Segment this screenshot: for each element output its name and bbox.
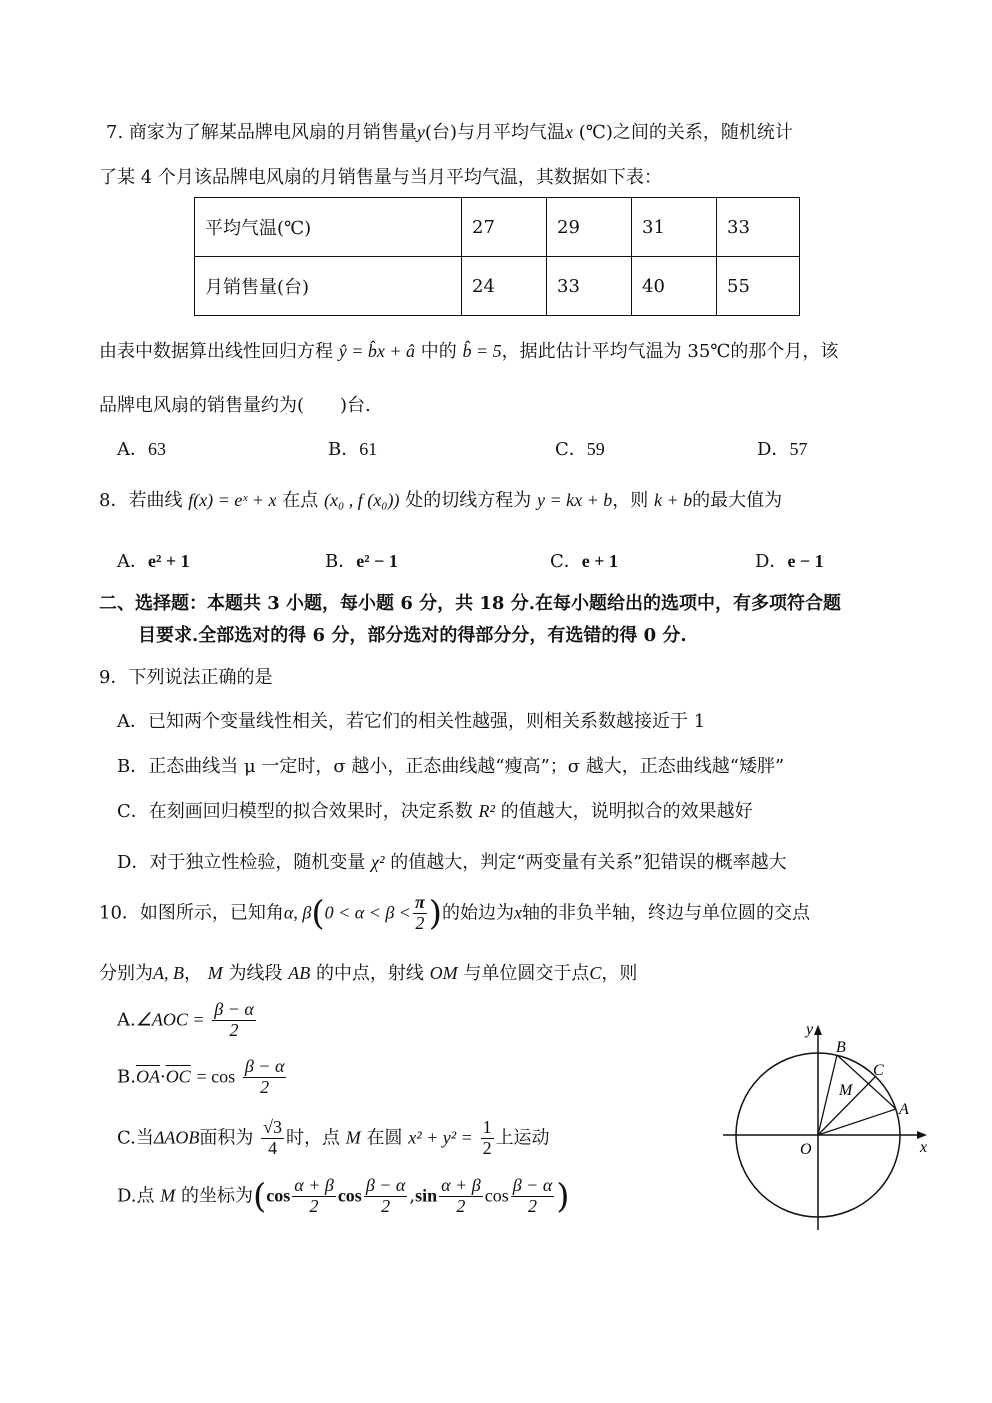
x-axis-arrow [917,1131,927,1139]
q10-option-c: C.当ΔAOB面积为 $\frac{√3}{4}$ 时，点 M 在圆 x² + y² = $\frac{1}{2}$ 上运动 [117,1117,550,1158]
q7-option-a: A．63 [117,439,166,460]
table-cell: 55 [717,257,800,316]
q10-stem-line1: 10．如图所示，已知角α, β(0 < α < β < $\frac{\pi}{2}$ )的始边为x轴的非负半轴，终边与单位圆的交点 [99,892,811,934]
q7-number: 7. [106,122,124,143]
q7-data-table [194,197,800,316]
q8-tangent: y = kx + b [536,490,613,510]
table-cell: 27 [462,198,547,257]
section2-heading-line1: 二、选择题：本题共 3 小题，每小题 6 分，共 18 分.在每小题给出的选项中，有多项符合题 [99,593,841,614]
q10-stem-line2: 分别为A, B， M 为线段 AB 的中点，射线 OM 与单位圆交于点C，则 [99,963,638,984]
q9-option-c: C．在刻画回归模型的拟合效果时，决定系数 R² 的值越大，说明拟合的效果越好 [117,801,753,822]
q10-option-a: A.∠AOC = $\frac{\beta - \alpha}{2}$ [117,999,254,1040]
label-a: A [899,1101,909,1118]
table-cell: 24 [462,257,547,316]
q9-option-a: A．已知两个变量线性相关，若它们的相关性越强，则相关系数越接近于 1 [117,711,706,732]
y-axis-arrow [814,1025,822,1035]
q8-expression: k + b [653,490,693,510]
vector-oa: $\overline{OA}$ [135,1066,160,1087]
label-y: y [806,1021,814,1038]
q8-stem: 8．若曲线 f(x) = eˣ + x 在点 (x₀ , f (x₀)) 处的切线方程为 y = kx + b，则 k + b的最大值为 [99,490,783,511]
table-cell: 33 [547,257,632,316]
table-cell: 40 [632,257,717,316]
label-m: M [839,1082,853,1099]
table-cell: 平均气温(℃) [195,198,462,257]
regression-equation: ŷ = b̂x + â [338,341,416,361]
table-cell: 31 [632,198,717,257]
unit-circle-figure [715,1015,945,1240]
q9-stem: 9．下列说法正确的是 [99,667,273,688]
q7-stem-line3: 由表中数据算出线性回归方程 ŷ = b̂x + â 中的 b̂ = 5，据此估计平均气温为 35℃的那个月，该 [99,341,839,362]
vector-oc: $\overline{OC}$ [165,1066,191,1087]
q8-option-c: C．e + 1 [550,551,619,572]
q9-option-d: D．对于独立性检验，随机变量 χ² 的值越大，判定“两变量有关系”犯错误的概率越大 [117,852,787,873]
label-b: B [836,1039,846,1056]
table-cell: 29 [547,198,632,257]
q10-option-d: D.点 M 的坐标为(cos $\frac{\alpha + \beta}{2}$ cos $\frac{\beta - \alpha}{2}$ ,sin $\frac{\alpha + \beta}{2}$ cos $\frac{\beta - \alpha}{2}$ ) [117,1175,570,1217]
q8-option-b: B．e² − 1 [325,551,398,572]
ray-ob [818,1055,837,1135]
table-row [195,198,800,257]
b-hat-value: b̂ = 5 [462,341,502,361]
q7-option-b: B．61 [328,439,378,460]
q8-point: (x₀ , f (x₀)) [324,490,400,510]
q8-option-d: D．e − 1 [755,551,824,572]
q7-option-c: C．59 [555,439,605,460]
q7-stem-line1: 7. 商家为了解某品牌电风扇的月销售量y(台)与月平均气温x (℃)之间的关系，随机统计 [106,122,793,143]
q10-option-b: $B.\overline{OA}\cdot\overline{OC} = \cos$ $\frac{\beta - \alpha}{2}$ [117,1056,285,1097]
label-o: O [800,1141,812,1158]
q8-option-a: A．e² + 1 [117,551,190,572]
q7-stem-line2: 了某 4 个月该品牌电风扇的月销售量与当月平均气温，其数据如下表： [99,167,662,188]
section2-heading-line2: 目要求.全部选对的得 6 分，部分选对的得部分分，有选错的得 0 分. [138,625,687,646]
table-cell: 月销售量(台) [195,257,462,316]
q7-option-d: D．57 [757,439,808,460]
q7-stem-line4: 品牌电风扇的销售量约为( )台. [99,395,371,416]
label-x: x [920,1139,928,1156]
label-c: C [873,1062,884,1079]
q8-function: f(x) = eˣ + x [188,490,277,510]
table-cell: 33 [717,198,800,257]
table-row [195,257,800,316]
q9-option-b: B．正态曲线当 μ 一定时，σ 越小，正态曲线越“瘦高”；σ 越大，正态曲线越“矮胖” [117,756,785,777]
q8-number: 8． [99,490,129,511]
q10-number: 10． [99,902,140,924]
ray-oa [818,1109,896,1135]
